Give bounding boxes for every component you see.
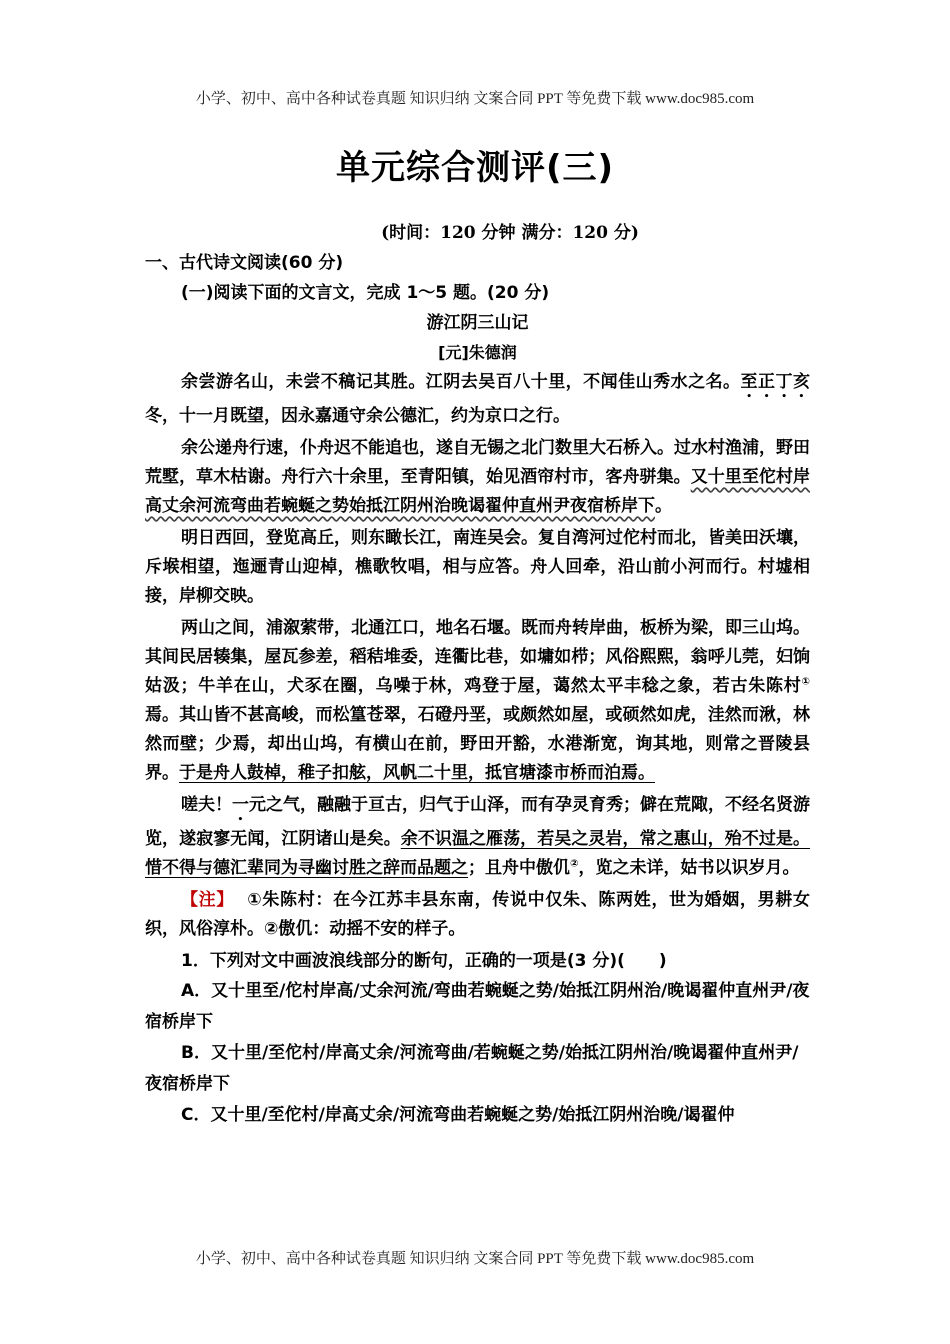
question-1: 1．下列对文中画波浪线部分的断句，正确的一项是(3 分)( ): [181, 951, 667, 971]
underlined-sentence: 余不识温之雁荡，若吴之灵岩，常之惠山，殆不过是。惜不得与德汇辈同为寻幽讨胜之辞而品题之: [145, 829, 811, 878]
page-footer: 小学、初中、高中各种试卷真题 知识归纳 文案合同 PPT 等免费下载 www.doc985.com: [195, 1251, 755, 1267]
page-header: 小学、初中、高中各种试卷真题 知识归纳 文案合同 PPT 等免费下载 www.doc985.com: [195, 91, 755, 107]
option-c: C．又十里/至佗村/岸高丈余/河流弯曲若蜿蜒之势/始抵江阴州治晚/谒翟仲: [181, 1105, 735, 1125]
subsection-heading: (一)阅读下面的文言文，完成 1～5 题。(20 分): [181, 283, 550, 303]
passage-paragraph-5: 嗟夫！一元之气，融融于亘古，归气于山泽，而有孕灵育秀；僻在荒陬，不经名贤游览，遂寂寥无闻，江阴诸山是矣。余不识温之雁荡，若吴之灵岩，常之惠山，殆不过是。惜不得与德汇辈同为寻幽讨胜之辞而品题之；且舟中傲仉②，览之未详，姑书以识岁月。: [145, 795, 811, 878]
page-title: 单元综合测评(三): [335, 148, 615, 188]
annotation-note: 【注】 ①朱陈村：在今江苏丰县东南，传说中仅朱、陈两姓，世为婚姻，男耕女织，风俗淳朴。②傲仉：动摇不安的样子。: [145, 890, 810, 939]
option-a: A．又十里至/佗村岸高/丈余河流/弯曲若蜿蜒之势/始抵江阴州治/晚谒翟仲直州尹/夜宿桥岸下: [145, 981, 810, 1032]
footnote-marker: ②: [570, 858, 579, 870]
passage-paragraph-4: 两山之间，浦溆萦带，北通江口，地名石堰。既而舟转岸曲，板桥为梁，即三山坞。其间民居辏集，屋瓦参差，稻秸堆委，连衢比巷，如墉如栉；风俗熙熙，翁呼儿莞，妇饷姑汲；牛羊在山，犬豕在圈，乌噪于林，鸡登于屋，蔼然太平丰稔之象，若古朱陈村①焉。其山皆不甚高峻，而松篁苍翠，石磴丹垩，或颇然如屋，或硕然如虎，洼然而湫，林然而壁；少焉，却出山坞，有横山在前，野田开豁，水港渐宽，询其地，则常之晋陵县界。于是舟人鼓棹，稚子扣舷，风帆二十里，抵官塘漆市桥而泊焉。: [145, 618, 810, 783]
dotted-phrase: 至正丁亥: [740, 372, 811, 392]
footnote-marker: ①: [801, 676, 810, 688]
passage-paragraph-1: 余尝游名山，未尝不稿记其胜。江阴去吴百八十里，不闻佳山秀水之名。至正丁亥冬，十一月既望，因永嘉通守余公德汇，约为京口之行。: [145, 372, 811, 426]
option-b: B．又十里/至佗村/岸高丈余/河流弯曲/若蜿蜒之势/始抵江阴州治/晚谒翟仲直州尹/夜宿桥岸下: [145, 1043, 799, 1094]
passage-title: 游江阴三山记: [426, 313, 529, 333]
passage-paragraph-2: 余公递舟行速，仆舟迟不能追也，遂自无锡之北门数里大石桥入。过水村渔浦，野田荒墅，草木枯谢。舟行六十余里，至青阳镇，始见酒帘村市，客舟骈集。又十里至佗村岸高丈余河流弯曲若蜿蜒之势始抵江阴州治晚谒翟仲直州尹夜宿桥岸下。: [145, 438, 811, 516]
underlined-sentence: 于是舟人鼓棹，稚子扣舷，风帆二十里，抵官塘漆市桥而泊焉。: [179, 763, 655, 783]
document-body: [145, 248, 810, 1131]
wavy-underlined-sentence: 又十里至佗村岸高丈余河流弯曲若蜿蜒之势始抵江阴州治晚谒翟仲直州尹夜宿桥岸下: [145, 467, 811, 516]
section-heading: 一、古代诗文阅读(60 分): [145, 253, 344, 273]
exam-time-score: (时间：120 分钟 满分：120 分): [381, 223, 639, 243]
passage-paragraph-3: 明日西回，登览高丘，则东瞰长江，南连吴会。复自湾河过佗村而北，皆美田沃壤，斥堠相望，迤逦青山迎棹，樵歌牧唱，相与应答。舟人回牵，沿山前小河而行。村墟相接，岸柳交映。: [145, 528, 810, 606]
dotted-phrase: 一: [232, 795, 249, 815]
note-tag: 【注】: [181, 890, 235, 910]
passage-author: [元]朱德润: [438, 343, 517, 362]
